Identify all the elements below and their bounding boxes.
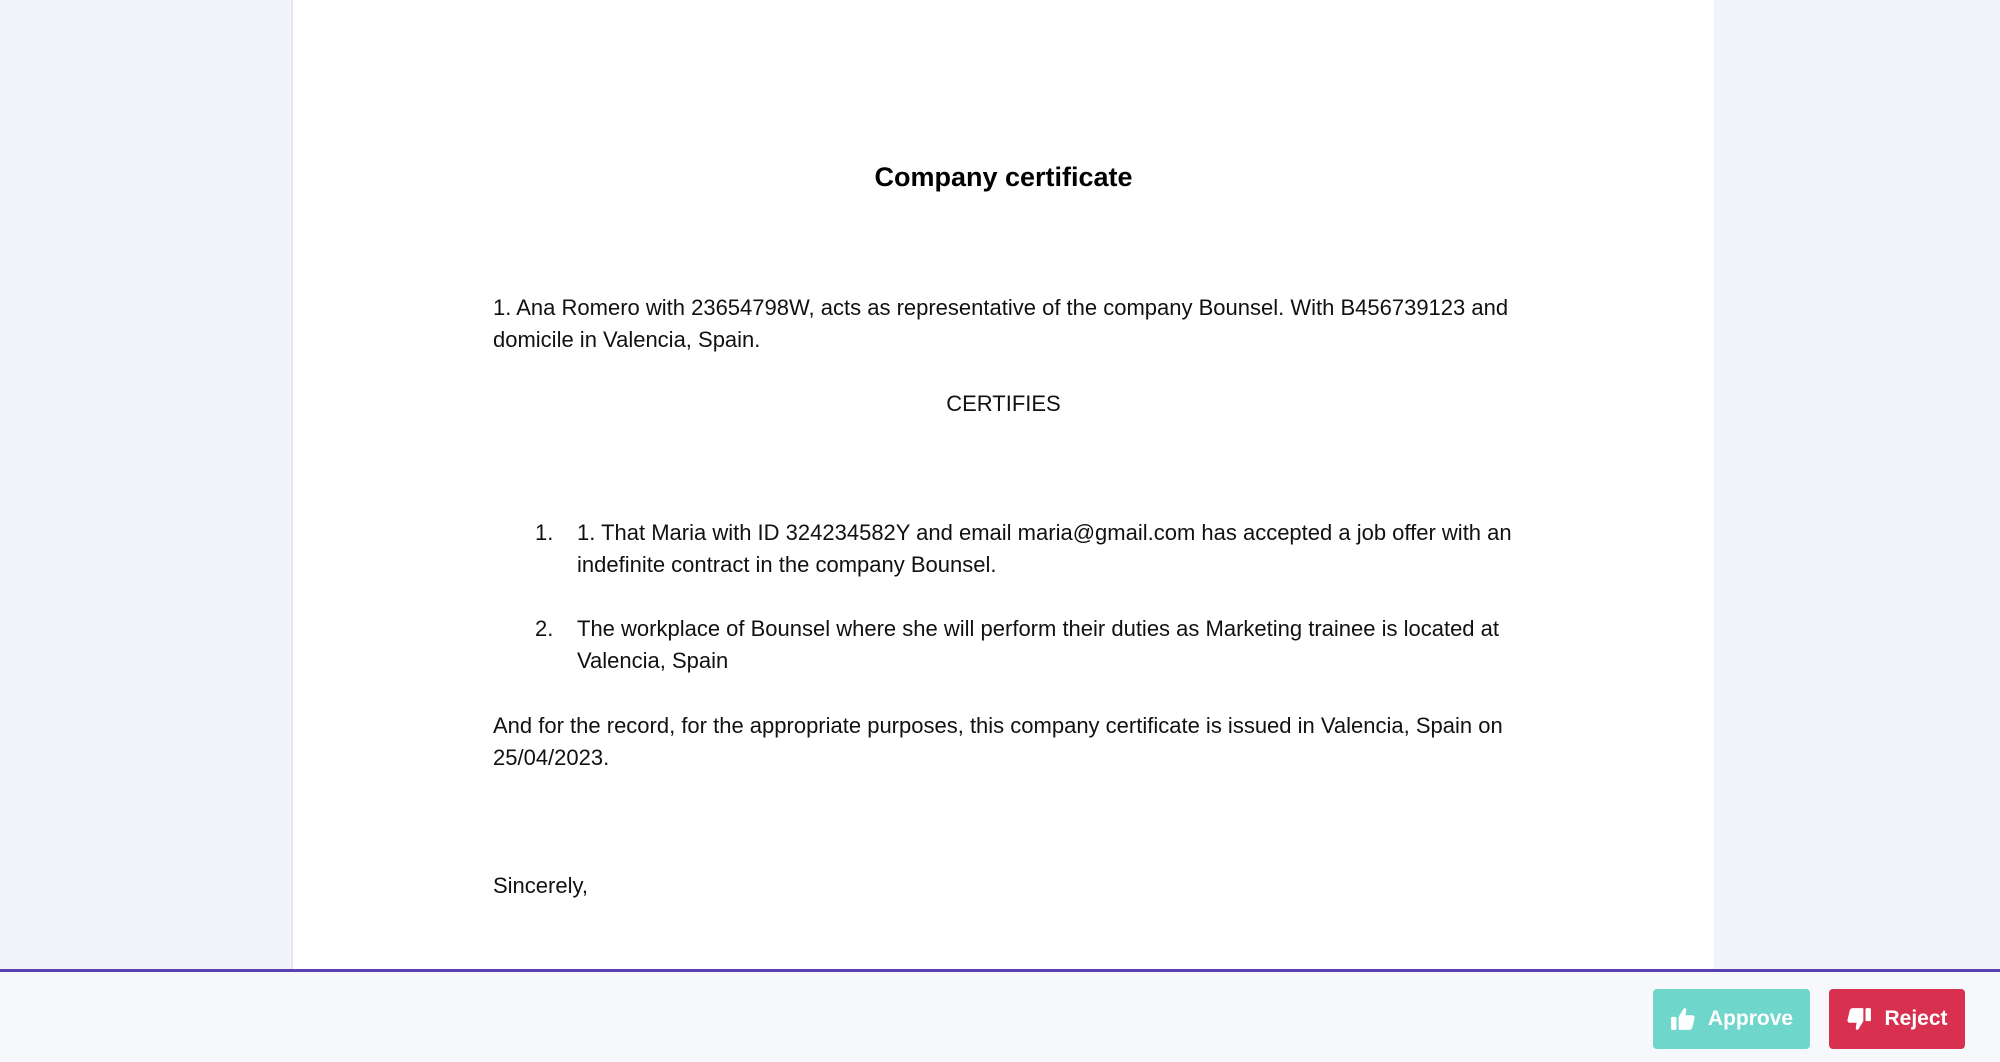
closing-paragraph: And for the record, for the appropriate purposes, this company certificate is issued in Valencia, Spain on 25/04/2023.	[493, 713, 1503, 770]
list-item-number: 1.	[535, 520, 554, 545]
action-footer	[0, 969, 2000, 1062]
certifies-heading: CERTIFIES	[946, 391, 1061, 416]
list-item	[493, 517, 1523, 581]
list-item-text: The workplace of Bounsel where she will perform their duties as Marketing trainee is located at Valencia, Spain	[577, 616, 1500, 673]
approve-button[interactable]	[1653, 989, 1810, 1049]
thumbs-up-icon	[1670, 1006, 1696, 1032]
approve-label: Approve	[1707, 1007, 1794, 1030]
sign-off: Sincerely,	[493, 873, 588, 898]
intro-paragraph: 1. Ana Romero with 23654798W, acts as representative of the company Bounsel. With B456739123 and domicile in Valencia, Spain.	[493, 295, 1509, 352]
list-item-text: 1. That Maria with ID 324234582Y and email maria@gmail.com has accepted a job offer with an indefinite contract in the company Bounsel.	[577, 520, 1512, 577]
document-page	[291, 0, 1714, 970]
list-item	[493, 613, 1523, 677]
thumbs-down-icon	[1846, 1006, 1872, 1032]
list-item-number: 2.	[535, 616, 554, 641]
reject-button[interactable]	[1829, 989, 1965, 1049]
reject-label: Reject	[1884, 1007, 1948, 1030]
document-title: Company certificate	[874, 162, 1133, 192]
certified-items-list	[493, 517, 1523, 709]
